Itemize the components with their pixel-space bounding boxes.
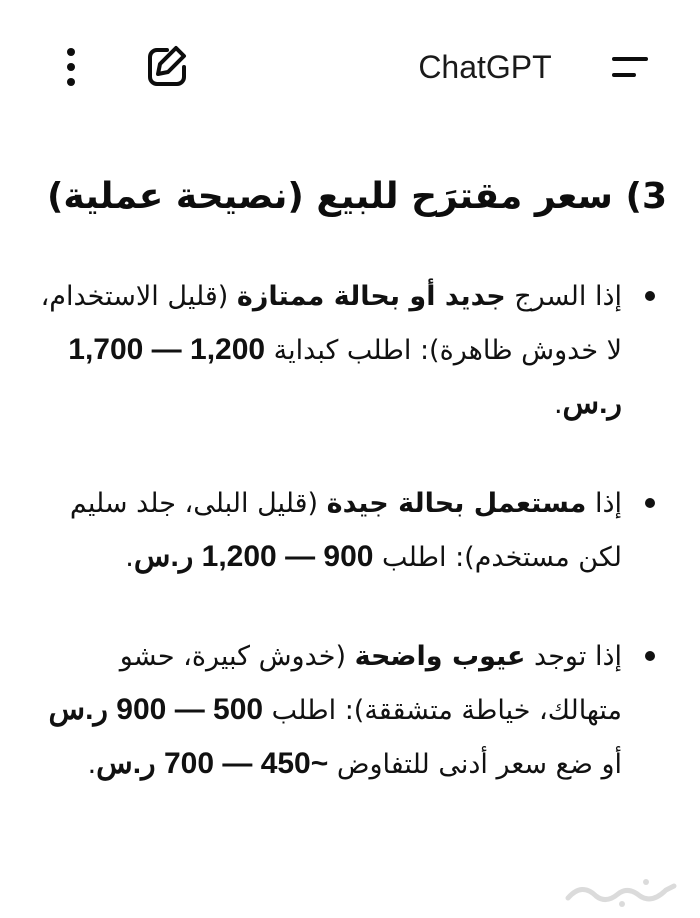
more-options-icon[interactable]	[55, 44, 89, 90]
price-range: 500 — 900 ر.س	[48, 693, 264, 726]
price-range: 1,200 — 1,700 ر.س	[68, 333, 622, 420]
bullet-text: أو ضع سعر أدنى للتفاوض	[328, 749, 622, 780]
bullet-text: .	[553, 389, 563, 420]
chat-message	[40, 160, 670, 837]
bullet-text: إذا السرج	[505, 281, 622, 312]
top-bar	[0, 0, 700, 130]
bullet-text: إذا توجد	[525, 641, 622, 672]
price-range: ~450 — 700 ر.س	[96, 747, 329, 780]
menu-icon[interactable]	[598, 44, 658, 90]
bullet-text: .	[125, 542, 134, 573]
bullet-text: إذا	[586, 488, 622, 519]
price-range: 900 — 1,200 ر.س	[133, 540, 374, 573]
bullet-icon	[645, 498, 655, 508]
price-suggestions-list	[40, 270, 670, 791]
bullet-icon	[645, 291, 655, 301]
section-heading: 3) سعر مقترَح للبيع (نصيحة عملية)	[46, 176, 667, 217]
list-item-visible-defects	[40, 630, 670, 791]
bullet-bold-text: جديد أو بحالة ممتازة	[236, 281, 506, 312]
bullet-bold-text: مستعمل بحالة جيدة	[326, 488, 587, 519]
app-title[interactable]: ChatGPT	[418, 49, 552, 85]
new-chat-icon[interactable]	[140, 40, 194, 94]
bullet-bold-text: عيوب واضحة	[354, 641, 526, 672]
bullet-text: .	[87, 749, 97, 780]
bullet-text: (قليل الاستخدام، لا خدوش ظاهرة): اطلب كبداية	[40, 281, 622, 366]
list-item-new-condition	[40, 270, 670, 431]
list-item-good-condition	[40, 477, 670, 584]
bullet-text: (خدوش كبيرة، حشو متهالك، خياطة متشققة): اطلب	[119, 641, 622, 726]
haraj-watermark-logo	[562, 876, 680, 910]
bullet-icon	[645, 651, 655, 661]
bullet-text: (قليل البلى، جلد سليم لكن مستخدم): اطلب	[69, 488, 622, 573]
